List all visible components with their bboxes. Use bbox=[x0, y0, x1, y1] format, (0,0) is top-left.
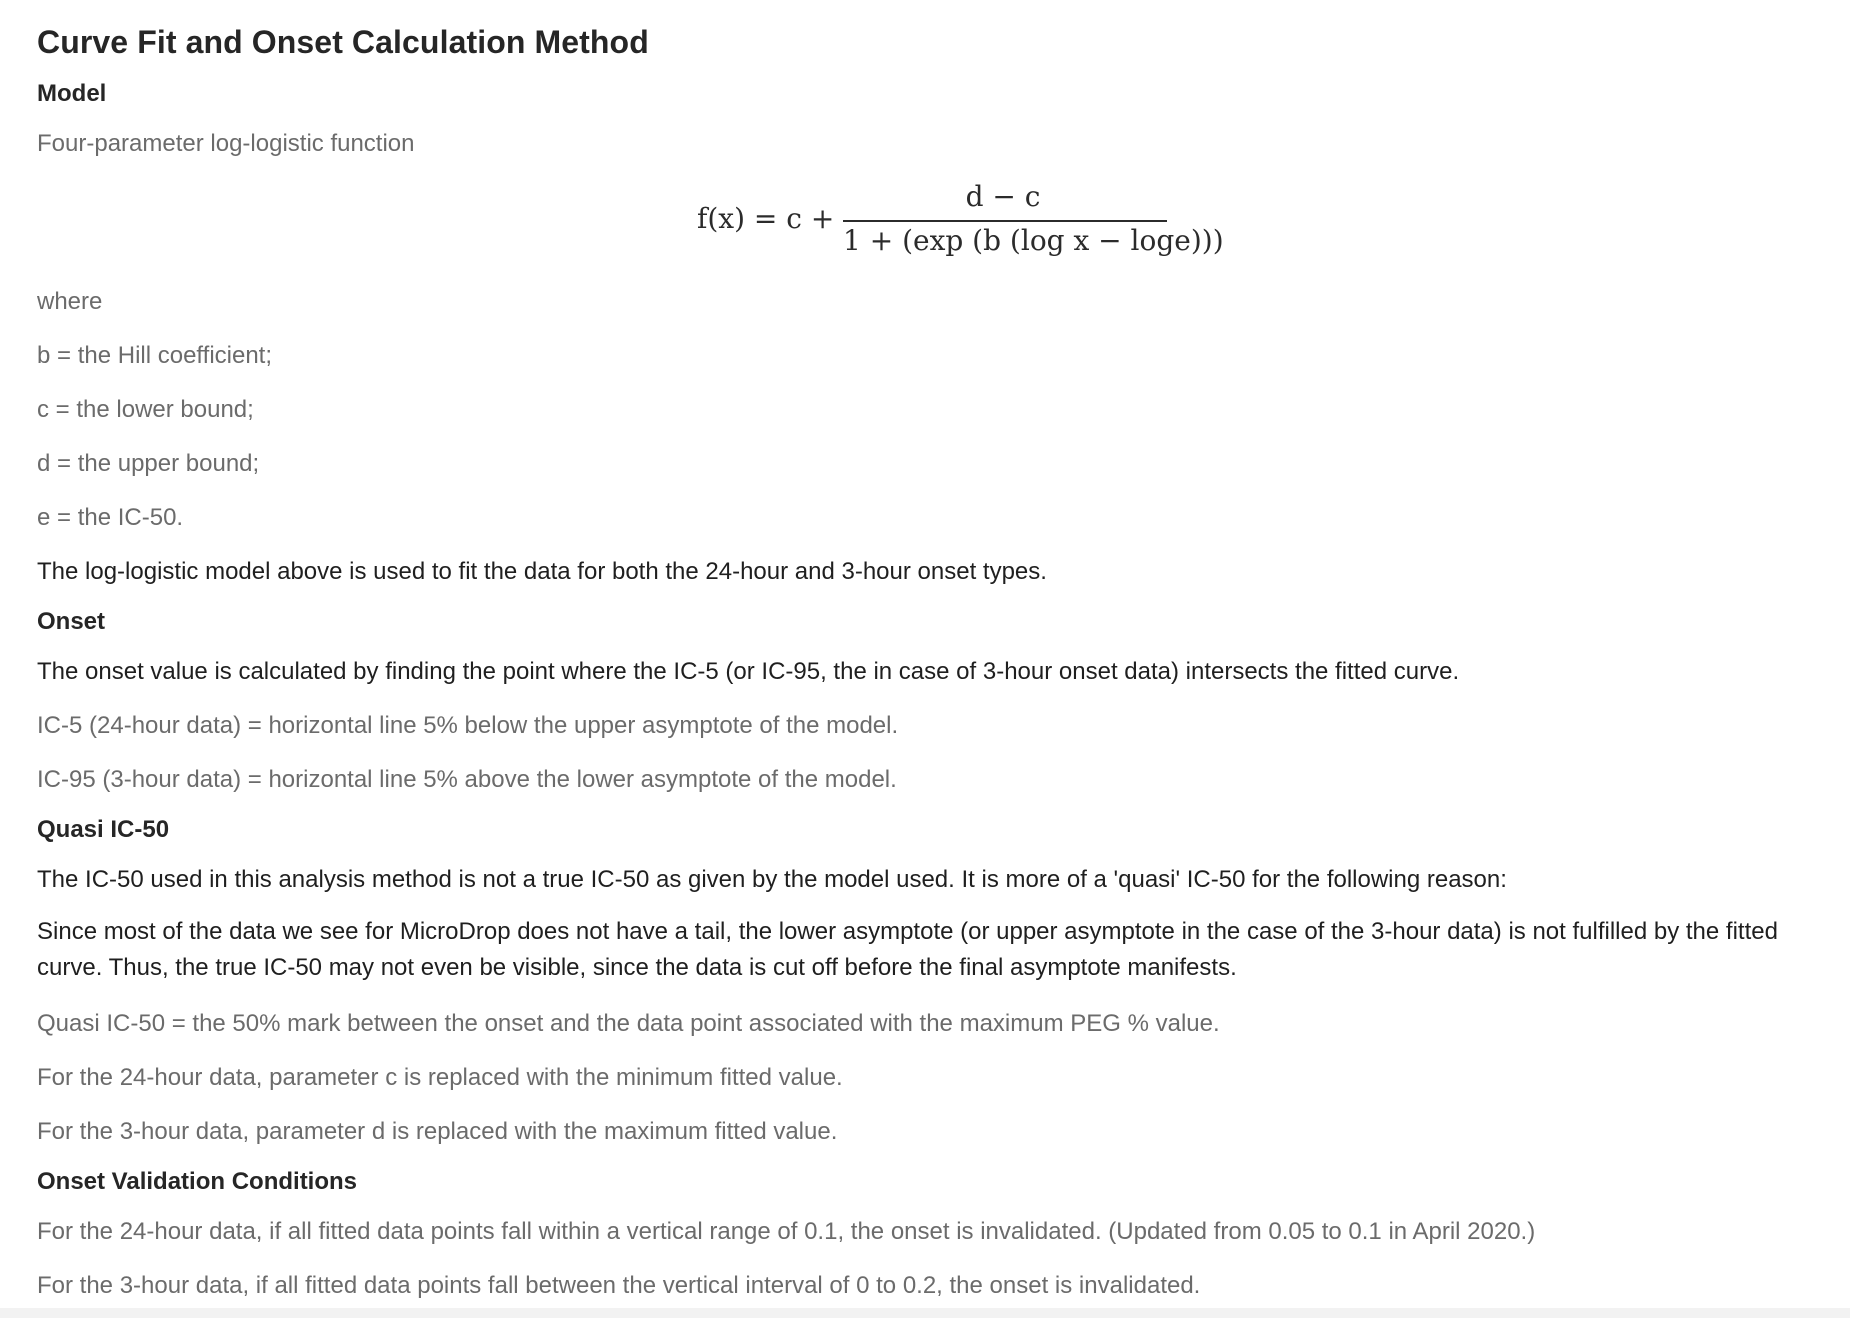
model-subtitle: Four-parameter log-logistic function bbox=[37, 130, 415, 157]
quasi-definition: Quasi IC-50 = the 50% mark between the onset and the data point associated with the maximum PEG % value. bbox=[37, 1010, 1220, 1037]
bottom-edge bbox=[0, 1308, 1850, 1318]
quasi-note-3h: For the 3-hour data, parameter d is replaced with the maximum fitted value. bbox=[37, 1118, 838, 1145]
where-label: where bbox=[37, 288, 103, 315]
quasi-reason: Since most of the data we see for MicroDrop does not have a tail, the lower asymptote (or upper asymptote in the case of the 3-hour data) is not fulfilled by the fitted curve. Thus, the true IC-50 may not even be visible, since the data is cut off before the final asymptote manifests. bbox=[37, 918, 1778, 981]
param-e: e = the IC-50. bbox=[37, 504, 184, 531]
model-heading: Model bbox=[37, 80, 107, 107]
quasi-intro: The IC-50 used in this analysis method is not a true IC-50 as given by the model used. It is more of a 'quasi' IC-50 for the following reason: bbox=[37, 866, 1507, 893]
ic5-definition: IC-5 (24-hour data) = horizontal line 5% below the upper asymptote of the model. bbox=[37, 712, 899, 739]
onset-heading: Onset bbox=[37, 608, 106, 635]
formula-lhs: f(x) = c + bbox=[697, 202, 835, 235]
model-note: The log-logistic model above is used to fit the data for both the 24-hour and 3-hour onset types. bbox=[37, 558, 1047, 585]
param-d: d = the upper bound; bbox=[37, 450, 260, 477]
log-logistic-formula bbox=[697, 180, 1224, 262]
quasi-note-24h: For the 24-hour data, parameter c is replaced with the minimum fitted value. bbox=[37, 1064, 843, 1091]
formula-numerator: d − c bbox=[965, 180, 1041, 213]
param-b: b = the Hill coefficient; bbox=[37, 342, 273, 369]
validation-heading: Onset Validation Conditions bbox=[37, 1168, 358, 1195]
validation-rule-24h: For the 24-hour data, if all fitted data points fall within a vertical range of 0.1, the onset is invalidated. (Updated from 0.05 to 0.1 in April 2020.) bbox=[37, 1218, 1536, 1245]
formula-denominator: 1 + (exp (b (log x − loge))) bbox=[843, 224, 1224, 257]
param-c: c = the lower bound; bbox=[37, 396, 254, 423]
onset-description: The onset value is calculated by finding the point where the IC-5 (or IC-95, the in case of 3-hour onset data) intersects the fitted curve. bbox=[37, 658, 1460, 685]
page-title: Curve Fit and Onset Calculation Method bbox=[37, 24, 649, 60]
fraction-bar bbox=[843, 220, 1167, 222]
ic95-definition: IC-95 (3-hour data) = horizontal line 5% above the lower asymptote of the model. bbox=[37, 766, 897, 793]
quasi-heading: Quasi IC-50 bbox=[37, 816, 170, 843]
validation-rule-3h: For the 3-hour data, if all fitted data points fall between the vertical interval of 0 to 0.2, the onset is invalidated. bbox=[37, 1272, 1201, 1299]
